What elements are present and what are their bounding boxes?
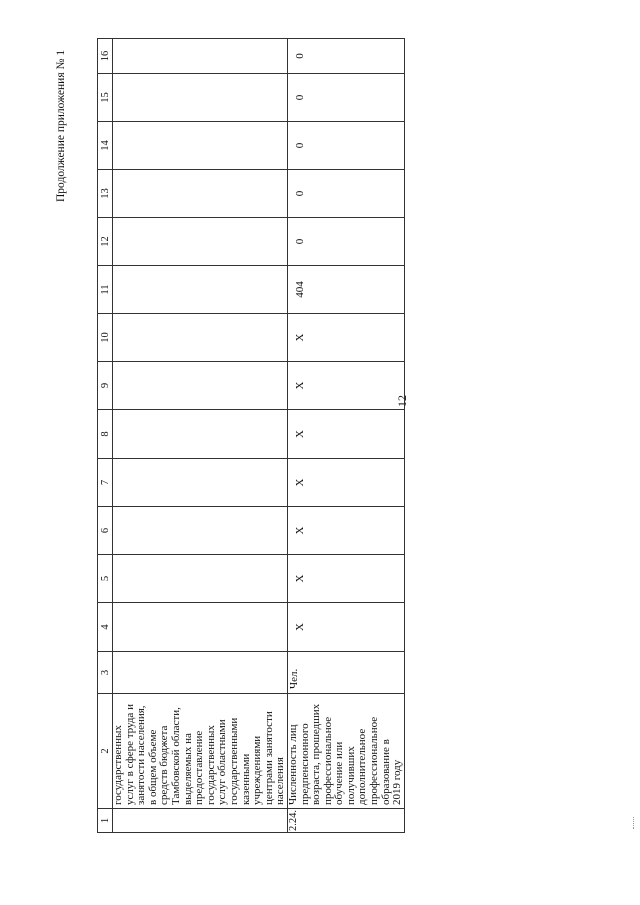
table-cell: Х xyxy=(287,459,404,507)
table-cell: 0 xyxy=(287,218,404,266)
row-unit: Чел. xyxy=(287,652,404,694)
table-cell xyxy=(113,362,288,410)
table-cell xyxy=(113,170,288,218)
row-number: 2.24. xyxy=(287,809,404,833)
column-header: 7 xyxy=(98,459,113,507)
column-header: 8 xyxy=(98,410,113,459)
column-header: 5 xyxy=(98,555,113,603)
table-cell xyxy=(113,507,288,555)
table-row xyxy=(287,39,404,833)
table-cell: 0 xyxy=(287,74,404,122)
table-cell xyxy=(113,39,288,74)
table-cell: Х xyxy=(287,314,404,362)
column-header: 12 xyxy=(98,218,113,266)
table-cell: 0 xyxy=(287,39,404,74)
table-cell: 0 xyxy=(287,122,404,170)
table-cell xyxy=(113,74,288,122)
row-number xyxy=(113,809,288,833)
column-header: 2 xyxy=(98,694,113,809)
row-unit xyxy=(113,652,288,694)
table-cell: Х xyxy=(287,410,404,459)
column-header: 13 xyxy=(98,170,113,218)
annex-label: Продолжение приложения № 1 xyxy=(55,49,67,202)
table-cell: Х xyxy=(287,362,404,410)
table-cell xyxy=(113,218,288,266)
column-header: 10 xyxy=(98,314,113,362)
table-cell xyxy=(113,459,288,507)
table-cell xyxy=(113,122,288,170)
table-cell xyxy=(113,266,288,314)
scan-artifact-divider xyxy=(633,817,634,829)
row-description: государственных услуг в сфере труда и занятости населения, в общем объеме средств бюджета Тамбовской области, выделяемых на предоставление государственных услуг областными государственными казенными учреждениями центрами занятости населения xyxy=(113,694,288,809)
table-cell: 404 xyxy=(287,266,404,314)
table-cell: Х xyxy=(287,603,404,652)
column-header: 4 xyxy=(98,603,113,652)
page-number: 12 xyxy=(395,395,409,407)
table-header-row xyxy=(98,39,113,833)
table-cell xyxy=(113,603,288,652)
column-header: 16 xyxy=(98,39,113,74)
table-cell xyxy=(113,555,288,603)
column-header: 14 xyxy=(98,122,113,170)
column-header: 15 xyxy=(98,74,113,122)
column-header: 6 xyxy=(98,507,113,555)
column-header: 1 xyxy=(98,809,113,833)
table-row xyxy=(113,39,288,833)
table-cell: Х xyxy=(287,555,404,603)
table-cell xyxy=(113,314,288,362)
column-header: 9 xyxy=(98,362,113,410)
table-cell: 0 xyxy=(287,170,404,218)
column-header: 11 xyxy=(98,266,113,314)
data-table xyxy=(97,38,405,833)
table-cell xyxy=(113,410,288,459)
column-header: 3 xyxy=(98,652,113,694)
table-cell: Х xyxy=(287,507,404,555)
row-description: Численность лиц предпенсионного возраста, прошедших профессиональное обучение или получивших дополнительное профессиональное образование в 2019 году xyxy=(287,694,404,809)
